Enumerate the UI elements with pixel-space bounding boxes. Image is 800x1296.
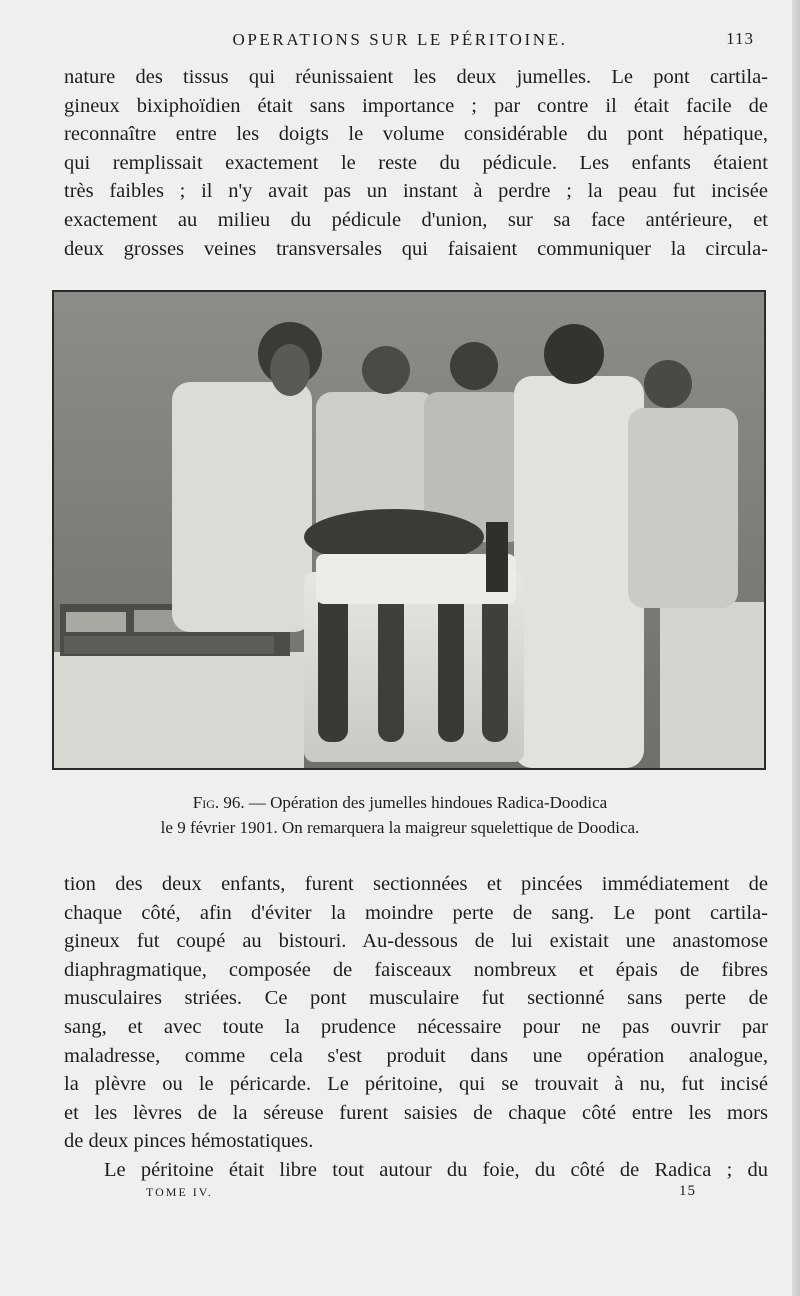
figure-photograph (52, 290, 766, 770)
text-line: et les lèvres de la séreuse furent saisies de chaque côté entre les mors (64, 1101, 768, 1124)
text-line: sang, et avec toute la prudence nécessaire pour ne pas ouvrir par (64, 1015, 768, 1038)
caption-line-2: le 9 février 1901. On remarquera la maigreur squelettique de Doodica. (160, 818, 640, 837)
running-title: OPERATIONS SUR LE PÉRITOINE. (232, 30, 568, 49)
text-line: qui remplissait exactement le reste du pédicule. Les enfants étaient (64, 151, 768, 174)
surgery-photograph (54, 292, 764, 768)
text-line: de deux pinces hémostatiques. (64, 1130, 314, 1153)
text-line: nature des tissus qui réunissaient les deux jumelles. Le pont cartila- (64, 66, 768, 88)
text-line: diaphragmatique, composée de faisceaux nombreux et épais de fibres (64, 958, 768, 981)
text-line: reconnaître entre les doigts le volume considérable du pont hépatique, (64, 123, 768, 146)
text-line: chaque côté, afin d'éviter la moindre perte de sang. Le pont cartila- (64, 901, 768, 924)
text-line: musculaires striées. Ce pont musculaire fut sectionné sans perte de (64, 987, 768, 1010)
bottom-paragraph (64, 870, 768, 1185)
text-line: maladresse, comme cela s'est produit dans une opération analogue, (64, 1044, 768, 1067)
text-line: très faibles ; il n'y avait pas un instant à perdre ; la peau fut incisée (64, 180, 768, 203)
running-head (0, 27, 800, 53)
caption-label: Fig. 96. (192, 793, 245, 812)
top-paragraph (64, 63, 768, 263)
figure-caption (0, 790, 800, 840)
text-line: gineux fut coupé au bistouri. Au-dessous de lui existait une anastomose (64, 930, 768, 953)
page-footer (0, 1183, 800, 1205)
page-number: 113 (726, 29, 754, 48)
text-line: deux grosses veines transversales qui faisaient communiquer la circula- (64, 237, 768, 260)
caption-text-1: — Opération des jumelles hindoues Radica-Doodica (244, 793, 608, 812)
volume-label: TOME IV. (146, 1185, 213, 1199)
text-line: la plèvre ou le péricarde. Le péritoine, qui se trouvait à nu, fut incisé (64, 1073, 768, 1096)
text-line: exactement au milieu du pédicule d'union, sur sa face antérieure, et (64, 208, 768, 231)
text-line: tion des deux enfants, furent sectionnées et pincées immédiatement de (64, 873, 768, 895)
text-line: Le péritoine était libre tout autour du foie, du côté de Radica ; du (104, 1158, 768, 1181)
signature-mark: 15 (679, 1183, 696, 1199)
caption-line-1 (0, 790, 800, 815)
text-line: gineux bixiphoïdien était sans importance ; par contre il était facile de (64, 94, 768, 117)
page-edge (792, 0, 800, 1296)
